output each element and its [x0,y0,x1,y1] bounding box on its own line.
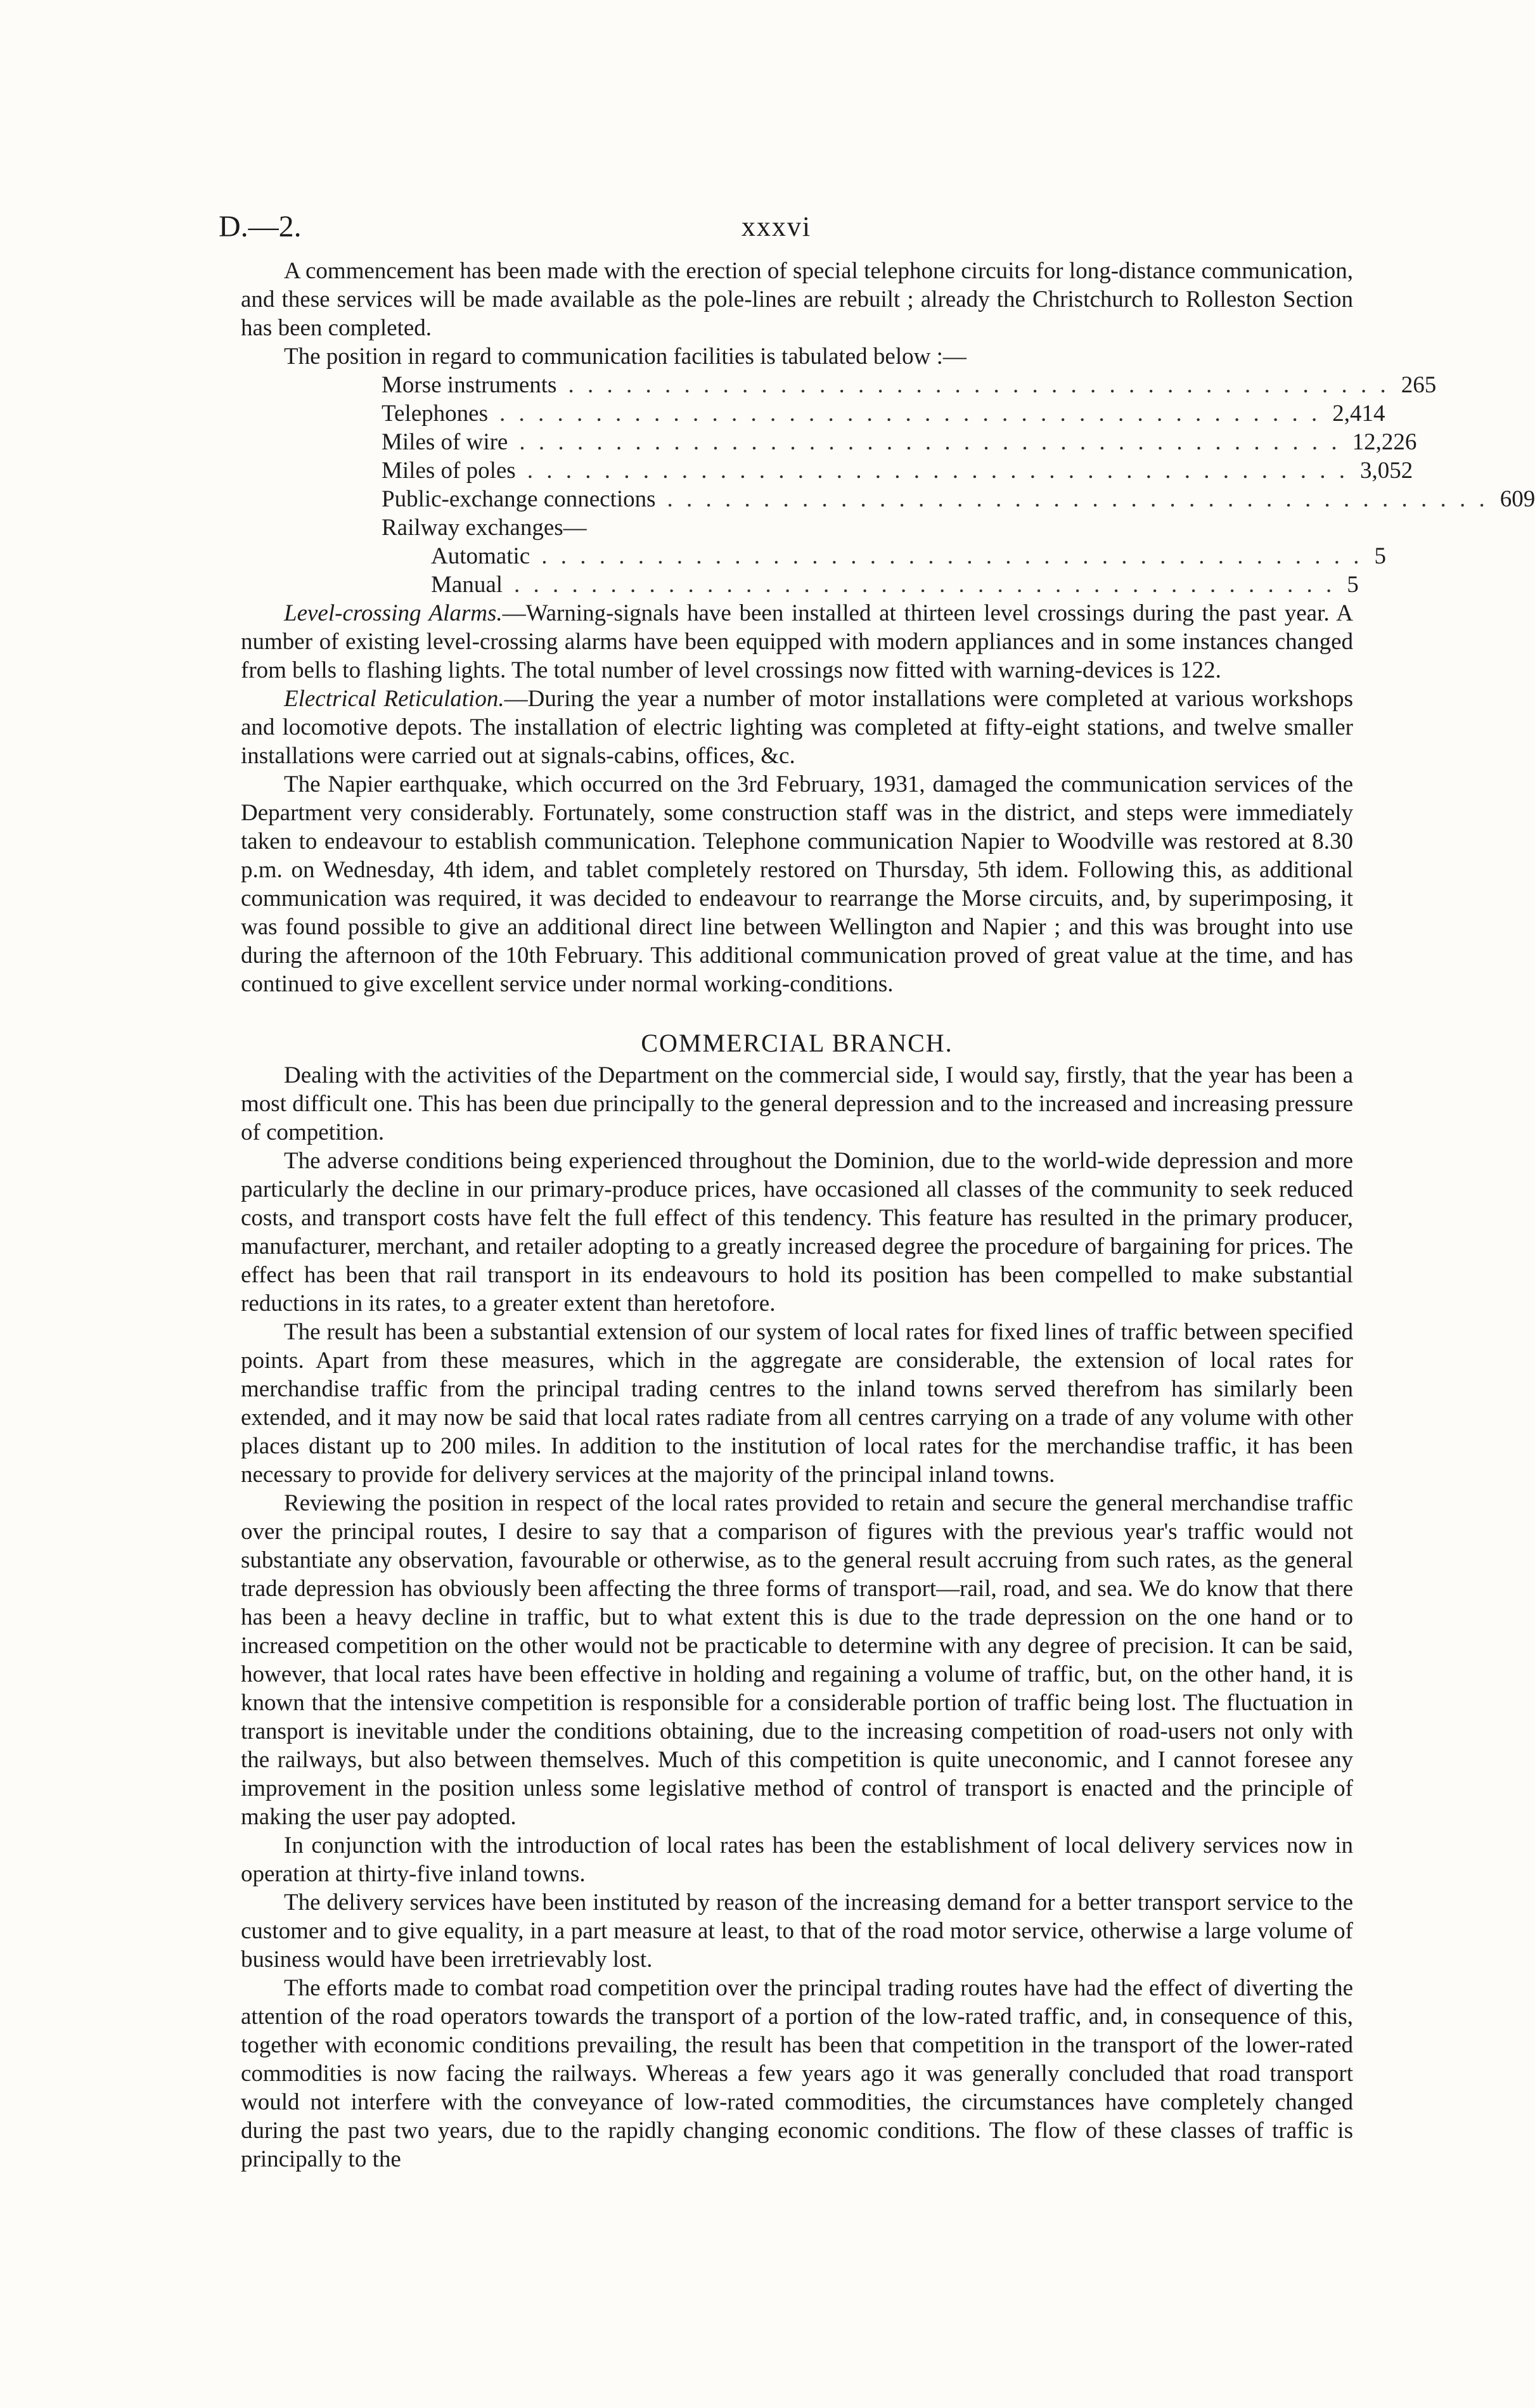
document-reference: D.—2. [219,210,302,243]
table-row: Telephones . . . . . . . . . . . . . . . . . . . . . . . . . . . . . . . . . . . . . . . . . . . 2,414 [382,401,1385,427]
intro-paragraph: A commencement has been made with the erection of special telephone circuits for long-distance communication, and these services will be made available as the pole-lines are rebuilt ; already the Christchurch to Rolleston Section has been completed. [241,258,1353,341]
row-label: Miles of wire [382,429,508,455]
commercial-paragraph: The adverse conditions being experienced throughout the Dominion, due to the world-wide depression and more particularly the decline in our primary-produce prices, have occasioned all classes of the community to seek reduced costs, and transport costs have felt the full effect of this tendency. This feature has resulted in the primary producer, manufacturer, merchant, and retailer adopting to a greatly increased degree the procedure of bargaining for prices. The effect has been that rail transport in its endeavours to hold its position has been compelled to make substantial reductions in its rates, to a greater extent than heretofore. [241,1148,1353,1317]
row-value: 3,052 [1359,458,1413,484]
electrical-title: Electrical Reticulation. [284,686,504,712]
page-number: xxxvi [741,211,812,242]
commercial-paragraph: The delivery services have been instituted by reason of the increasing demand for a better transport service to the customer and to give equality, in a part measure at least, to that of the road motor service, otherwise a large volume of business would have been irretrievably lost. [241,1890,1353,1973]
commercial-paragraph: In conjunction with the introduction of local rates has been the establishment of local delivery services now in operation at thirty-five inland towns. [241,1832,1353,1887]
row-label: Railway exchanges— [382,515,587,541]
row-value: 5 [1347,572,1359,598]
electrical-text: —During the year a number of motor installations were completed at various workshops and locomotive depots. The installation of electric lighting was completed at fifty-eight stations, and twelve smaller installations were carried out at signals-cabins, offices, &c. [241,686,1353,769]
level-crossing-paragraph [241,599,1353,685]
table-row [382,513,1167,542]
body-text [241,257,1535,2173]
commercial-paragraph: Dealing with the activities of the Department on the commercial side, I would say, firstly, that the year has been a most difficult one. This has been due principally to the general depression and to the increased and increasing pressure of competition. [241,1062,1353,1145]
section-heading: COMMERCIAL BRANCH. [641,1029,953,1057]
table-intro: The position in regard to communication facilities is tabulated below :— [284,344,967,370]
level-crossing-text: —Warning-signals have been installed at thirteen level crossings during the past year. A number of existing level-crossing alarms have been equipped with modern appliances and in some instances changed from bells to flashing lights. The total number of level crossings now fitted with warning-devices is 122. [241,600,1353,683]
table-row: Miles of poles . . . . . . . . . . . . . . . . . . . . . . . . . . . . . . . . . . . . . . . . . . . 3,052 [382,458,1413,484]
napier-paragraph: The Napier earthquake, which occurred on the 3rd February, 1931, damaged the communication services of the Department very considerably. Fortunately, some construction staff was in the district, and steps were immediately taken to endeavour to establish communication. Telephone communication Napier to Woodville was restored at 8.30 p.m. on Wednesday, 4th idem, and tablet completely restored on Thursday, 5th idem. Following this, as additional communication was required, it was decided to endeavour to rearrange the Morse circuits, and, by superimposing, it was found possible to give an additional direct line between Wellington and Napier ; and this was brought into use during the afternoon of the 10th February. This additional communication proved of great value at the time, and has continued to give excellent service under normal working-conditions. [241,771,1353,997]
level-crossing-title: Level-crossing Alarms. [284,600,503,626]
table-row: Morse instruments . . . . . . . . . . . . . . . . . . . . . . . . . . . . . . . . . . . . . . . . . . . 265 [382,372,1437,398]
row-label: Public-exchange connections [382,486,656,512]
row-value: 5 [1374,543,1386,569]
row-label: Morse instruments [382,372,557,398]
row-value: 265 [1401,372,1437,398]
table-row: Manual . . . . . . . . . . . . . . . . . . . . . . . . . . . . . . . . . . . . . . . . . . . 5 [382,570,1167,599]
row-label: Telephones [382,401,488,427]
electrical-paragraph [241,685,1353,770]
row-value: 609 [1500,486,1535,512]
page-header [219,209,1334,241]
row-label: Manual [431,572,503,598]
table-row: Automatic . . . . . . . . . . . . . . . . . . . . . . . . . . . . . . . . . . . . . . . . . . . 5 [382,542,1167,570]
communication-table [382,371,1535,599]
table-row: Miles of wire . . . . . . . . . . . . . . . . . . . . . . . . . . . . . . . . . . . . . . . . . . . 12,226 [382,429,1417,455]
commercial-paragraph: The efforts made to combat road competition over the principal trading routes have had the effect of diverting the attention of the road operators towards the transport of a portion of the low-rated traffic, and, in consequence of this, together with economic conditions prevailing, the result has been that competition in the transport of the lower-rated commodities is now facing the railways. Whereas a few years ago it was generally concluded that road transport would not interfere with the conveyance of low-rated commodities, the circumstances have completely changed during the past two years, due to the rapidly changing economic conditions. The flow of these classes of traffic is principally to the [241,1975,1353,2172]
table-row: Public-exchange connections . . . . . . . . . . . . . . . . . . . . . . . . . . . . . . . . . . . . . . . . . . . 609 [382,486,1535,512]
commercial-paragraph: The result has been a substantial extension of our system of local rates for fixed lines of traffic between specified points. Apart from these measures, which in the aggregate are considerable, the extension of local rates for merchandise traffic from the principal trading centres to the inland towns served therefrom has similarly been extended, and it may now be said that local rates radiate from all centres carrying on a trade of any volume with other places distant up to 200 miles. In addition to the institution of local rates for the merchandise traffic, it has been necessary to provide for delivery services at the majority of the principal inland towns. [241,1319,1353,1488]
row-value: 12,226 [1352,429,1417,455]
row-label: Automatic [431,543,530,569]
row-label: Miles of poles [382,458,516,484]
commercial-paragraph: Reviewing the position in respect of the local rates provided to retain and secure the general merchandise traffic over the principal routes, I desire to say that a comparison of figures with the previous year's traffic would not substantiate any observation, favourable or otherwise, as to the general result accruing from such rates, as the general trade depression has obviously been affecting the three forms of transport—rail, road, and sea. We do know that there has been a heavy decline in traffic, but to what extent this is due to the trade depression on the one hand or to increased competition on the other would not be practicable to determine with any degree of precision. It can be said, however, that local rates have been effective in holding and regaining a volume of traffic, but, on the other hand, it is known that the intensive competition is responsible for a considerable portion of traffic being lost. The fluctuation in transport is inevitable under the conditions obtaining, due to the increasing competition of road-users not only with the railways, but also between themselves. Much of this competition is quite uneconomic, and I cannot foresee any improvement in the position unless some legislative method of control of transport is enacted and the principle of making the user pay adopted. [241,1490,1353,1830]
row-value: 2,414 [1332,401,1385,427]
